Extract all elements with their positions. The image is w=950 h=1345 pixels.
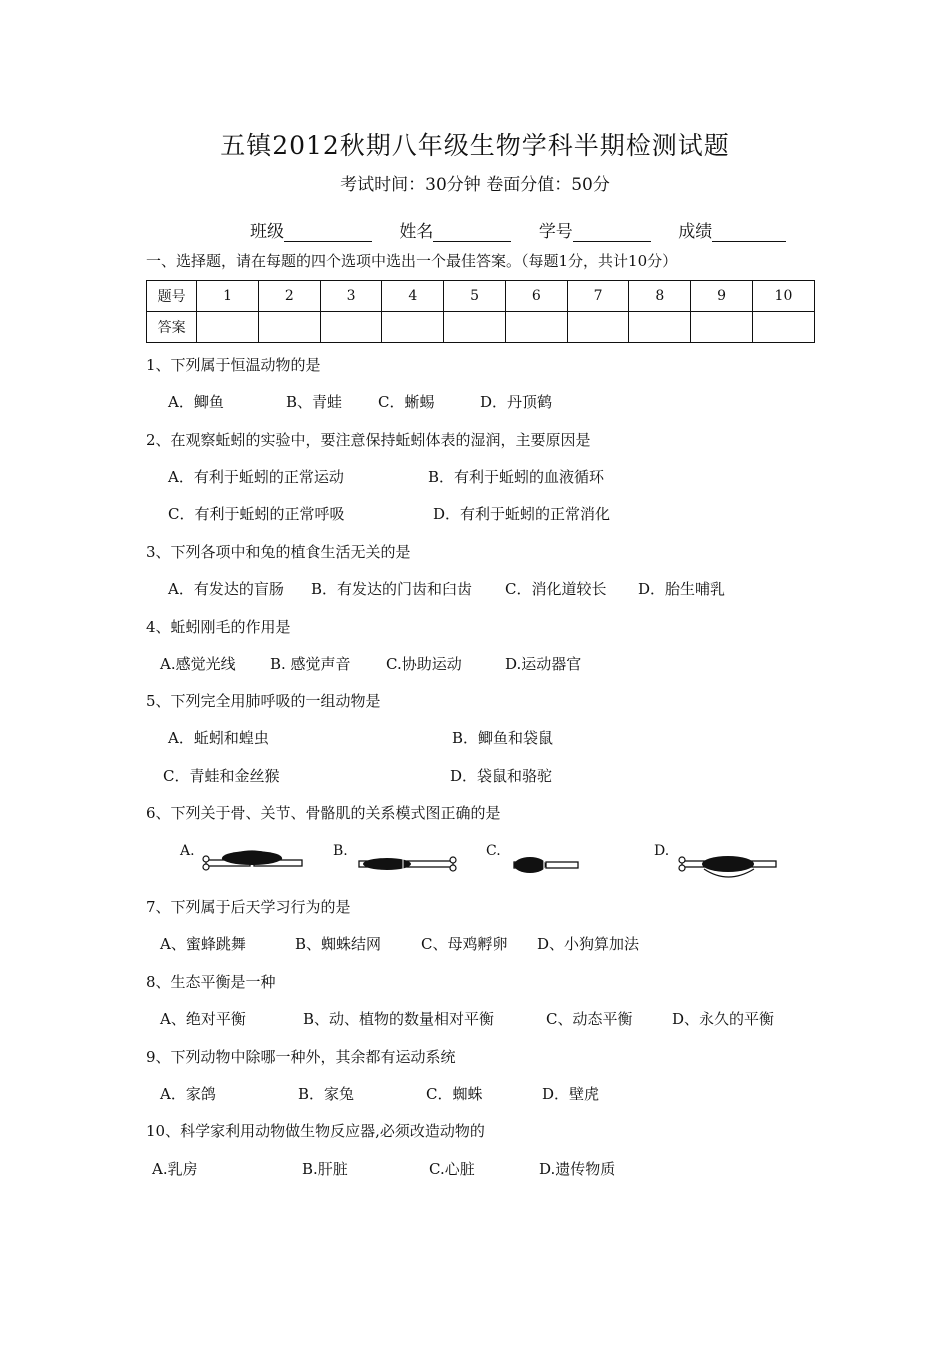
question-6: 6、下列关于骨、关节、骨骼肌的关系模式图正确的是 (146, 804, 501, 822)
table-cell: 10 (752, 281, 814, 312)
bone-joint-muscle-diagram-a (202, 845, 312, 885)
table-head-answer: 答案 (147, 312, 197, 343)
table-cell: 2 (258, 281, 320, 312)
question-2: 2、在观察蚯蚓的实验中，要注意保持蚯蚓体表的湿润，主要原因是 (146, 431, 591, 449)
q9-option-d: D．壁虎 (542, 1085, 600, 1103)
score-label: 成绩 (678, 222, 713, 242)
question-3: 3、下列各项中和兔的植食生活无关的是 (146, 543, 411, 561)
score-blank[interactable] (712, 223, 786, 242)
q8-option-a: A、绝对平衡 (160, 1010, 246, 1028)
answer-cell[interactable] (629, 312, 691, 343)
bone-joint-muscle-diagram-b (353, 845, 463, 885)
q8-option-b: B、动、植物的数量相对平衡 (303, 1010, 495, 1028)
answer-cell[interactable] (505, 312, 567, 343)
table-head-number: 题号 (147, 281, 197, 312)
name-label: 姓名 (399, 222, 434, 242)
q1-option-b: B、青蛙 (286, 393, 343, 411)
q1-option-c: C．蜥蜴 (378, 393, 435, 411)
q3-option-d: D．胎生哺乳 (638, 580, 726, 598)
section-heading: 一、选择题，请在每题的四个选项中选出一个最佳答案。（每题1分，共计10分） (146, 252, 678, 270)
q2-option-c: C．有利于蚯蚓的正常呼吸 (168, 505, 345, 523)
table-cell: 5 (444, 281, 506, 312)
q5-option-c: C．青蛙和金丝猴 (163, 767, 280, 785)
answer-cell[interactable] (382, 312, 444, 343)
table-cell: 7 (567, 281, 629, 312)
question-7: 7、下列属于后天学习行为的是 (146, 898, 351, 916)
q10-option-a: A.乳房 (152, 1160, 198, 1178)
class-label: 班级 (250, 222, 284, 242)
q10-option-c: C.心脏 (429, 1160, 475, 1178)
question-5: 5、下列完全用肺呼吸的一组动物是 (146, 692, 381, 710)
class-blank[interactable] (284, 223, 372, 242)
name-blank[interactable] (433, 223, 511, 242)
question-4: 4、蚯蚓刚毛的作用是 (146, 618, 291, 636)
bone-joint-muscle-diagram-c (508, 847, 608, 887)
diagram-c-label: C. (486, 843, 501, 859)
table-cell: 9 (691, 281, 753, 312)
q8-option-c: C、动态平衡 (546, 1010, 633, 1028)
exam-subtitle: 考试时间：30分钟 卷面分值：50分 (340, 175, 610, 195)
q9-option-b: B．家兔 (298, 1085, 355, 1103)
answer-cell[interactable] (258, 312, 320, 343)
question-1: 1、下列属于恒温动物的是 (146, 356, 321, 374)
q8-option-d: D、永久的平衡 (672, 1010, 775, 1028)
q2-option-b: B．有利于蚯蚓的血液循环 (428, 468, 605, 486)
table-row (147, 281, 815, 312)
q3-option-c: C．消化道较长 (505, 580, 607, 598)
number-blank[interactable] (573, 223, 651, 242)
page-title: 五镇2012秋期八年级生物学科半期检测试题 (220, 131, 730, 160)
answer-table (146, 280, 815, 343)
q3-option-b: B．有发达的门齿和臼齿 (311, 580, 473, 598)
q1-option-a: A．鲫鱼 (168, 393, 224, 411)
q9-option-a: A．家鸽 (160, 1085, 216, 1103)
q5-option-b: B．鲫鱼和袋鼠 (452, 729, 554, 747)
table-row (147, 312, 815, 343)
table-cell: 6 (505, 281, 567, 312)
q7-option-d: D、小狗算加法 (537, 935, 640, 953)
student-info-row (250, 217, 786, 242)
q10-option-b: B.肝脏 (302, 1160, 348, 1178)
answer-cell[interactable] (567, 312, 629, 343)
q4-option-b: B. 感觉声音 (270, 655, 351, 673)
number-label: 学号 (538, 222, 573, 242)
q5-option-d: D．袋鼠和骆驼 (450, 767, 553, 785)
question-8: 8、生态平衡是一种 (146, 973, 276, 991)
answer-cell[interactable] (752, 312, 814, 343)
table-cell: 4 (382, 281, 444, 312)
answer-cell[interactable] (197, 312, 259, 343)
q7-option-b: B、蜘蛛结网 (295, 935, 382, 953)
table-cell: 3 (320, 281, 382, 312)
table-cell: 8 (629, 281, 691, 312)
table-cell: 1 (197, 281, 259, 312)
answer-cell[interactable] (320, 312, 382, 343)
diagram-b-label: B. (333, 843, 348, 859)
q7-option-c: C、母鸡孵卵 (421, 935, 508, 953)
answer-cell[interactable] (691, 312, 753, 343)
q3-option-a: A．有发达的盲肠 (168, 580, 284, 598)
q9-option-c: C．蜘蛛 (426, 1085, 483, 1103)
question-9: 9、下列动物中除哪一种外，其余都有运动系统 (146, 1048, 456, 1066)
answer-cell[interactable] (444, 312, 506, 343)
q7-option-a: A、蜜蜂跳舞 (160, 935, 246, 953)
q2-option-a: A．有利于蚯蚓的正常运动 (168, 468, 344, 486)
diagram-a-label: A. (180, 843, 195, 859)
bone-joint-muscle-diagram-d (676, 845, 786, 889)
q4-option-c: C.协助运动 (386, 655, 462, 673)
diagram-d-label: D. (654, 843, 670, 859)
q5-option-a: A．蚯蚓和蝗虫 (168, 729, 269, 747)
q4-option-a: A.感觉光线 (160, 655, 236, 673)
question-10: 10、科学家利用动物做生物反应器,必须改造动物的 (146, 1122, 485, 1140)
q10-option-d: D.遗传物质 (539, 1160, 616, 1178)
q2-option-d: D．有利于蚯蚓的正常消化 (433, 505, 611, 523)
q4-option-d: D.运动器官 (505, 655, 582, 673)
q1-option-d: D．丹顶鹤 (480, 393, 553, 411)
